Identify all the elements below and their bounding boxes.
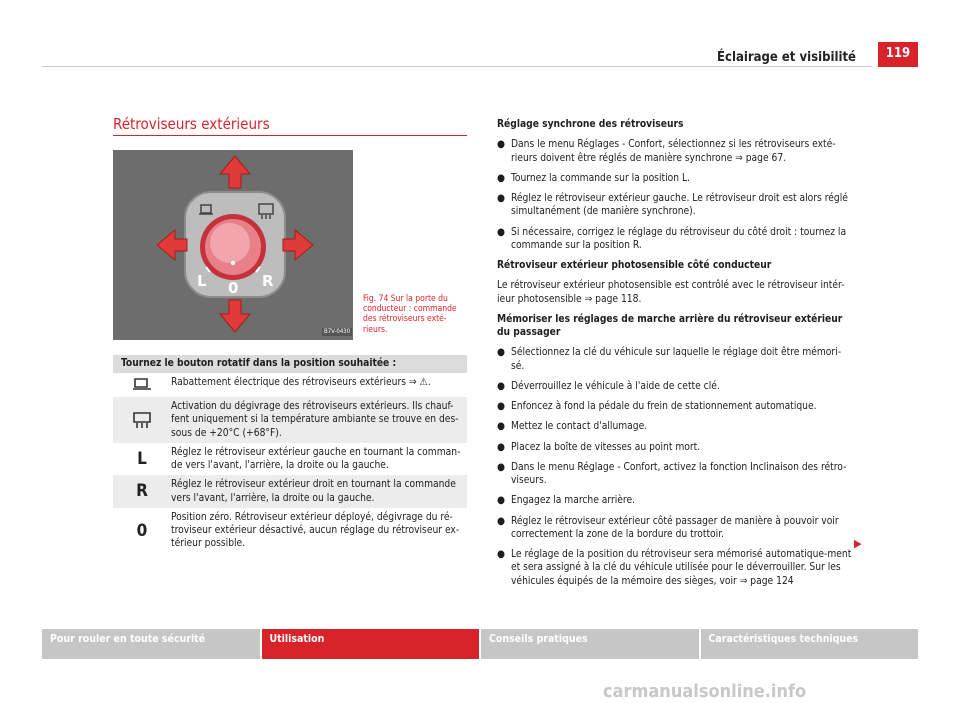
list-item: ● Tournez la commande sur la position L. bbox=[497, 172, 690, 184]
table-row bbox=[113, 373, 467, 397]
table-header: Tournez le bouton rotatif dans la position souhaitée : bbox=[113, 355, 467, 373]
figure-caption: Fig. 74 Sur la porte du conducteur : commande des rétroviseurs exté-rieurs. bbox=[363, 294, 457, 335]
list-item: ● Mettez le contact d'allumage. bbox=[497, 421, 648, 433]
defrost-icon bbox=[113, 400, 171, 440]
figure-letter-l: L bbox=[197, 272, 207, 290]
row-text: Réglez le rétroviseur extérieur gauche en tournant la comman-de vers l'avant, l'arrière, la droite ou la gauche. bbox=[171, 446, 461, 471]
mirror-fold-icon bbox=[113, 376, 171, 394]
running-header-title: Éclairage et visibilité bbox=[717, 50, 856, 65]
table-row bbox=[113, 397, 467, 443]
list-item: ● Enfoncez à fond la pédale du frein de stationnement automatique. bbox=[497, 401, 817, 412]
subheading-memory: Mémoriser les réglages de marche arrière du rétroviseur extérieur du passager bbox=[497, 313, 843, 338]
position-r-symbol: R bbox=[136, 481, 148, 502]
list-item: ● Dans le menu Réglage - Confort, activez la fonction Inclinaison des rétro-viseurs. bbox=[497, 461, 847, 486]
position-zero-symbol: 0 bbox=[136, 520, 148, 541]
figure-code: B7V-0430 bbox=[324, 328, 351, 335]
list-item: ● Déverrouillez le véhicule à l'aide de cette clé. bbox=[497, 380, 720, 392]
row-text: Réglez le rétroviseur extérieur droit en tournant la commande vers l'avant, l'arrière, la droite ou la gauche. bbox=[171, 479, 456, 504]
figure-letter-r: R bbox=[262, 272, 274, 290]
positions-table bbox=[113, 355, 467, 554]
tab-practical-tips[interactable]: Conseils pratiques bbox=[481, 629, 699, 659]
continue-arrow-icon: ▶ bbox=[854, 537, 862, 550]
table-row bbox=[113, 443, 467, 476]
mirror-knob-illustration bbox=[113, 150, 353, 340]
footer-tabs bbox=[42, 629, 918, 659]
section-rule bbox=[113, 135, 467, 136]
row-text: Position zéro. Rétroviseur extérieur déployé, dégivrage du ré-troviseur extérieur désactivé, aucun réglage du rétroviseur ex-térieur possible. bbox=[171, 511, 460, 550]
list-item: ● Le réglage de la position du rétroviseur sera mémorisé automatique-ment et sera assigné à la clé du véhicule utilisée pour le déverrouiller. Sur les véhicules équipés de la mémoire des sièges, voir ⇒ page 124 bbox=[497, 549, 852, 587]
row-text: Activation du dégivrage des rétroviseurs extérieurs. Ils chauf-fent uniquement si la température ambiante se trouve en des-sous de +20°C (+68°F). bbox=[171, 401, 459, 439]
right-column bbox=[497, 118, 853, 595]
subheading-photosensitive: Rétroviseur extérieur photosensible côté conducteur bbox=[497, 260, 772, 271]
table-row bbox=[113, 475, 467, 508]
header-rule bbox=[42, 66, 872, 67]
list-item: ● Sélectionnez la clé du véhicule sur laquelle le réglage doit être mémori-sé. bbox=[497, 347, 842, 372]
tab-safety[interactable]: Pour rouler en toute sécurité bbox=[42, 629, 260, 659]
list-item: ● Engagez la marche arrière. bbox=[497, 495, 636, 507]
watermark: carmanualsonline.info bbox=[603, 681, 807, 702]
tab-utilisation[interactable]: Utilisation bbox=[262, 629, 480, 659]
page-number: 119 bbox=[878, 42, 918, 67]
list-item: ● Dans le menu Réglages - Confort, sélectionnez si les rétroviseurs exté-rieurs doivent être réglés de manière synchrone ⇒ page 67. bbox=[497, 139, 836, 164]
list-item: ● Réglez le rétroviseur extérieur gauche. Le rétroviseur droit est alors réglé simultanément (de manière synchrone). bbox=[497, 193, 848, 218]
mirror-control-figure bbox=[113, 150, 353, 340]
list-item: ● Réglez le rétroviseur extérieur côté passager de manière à pouvoir voir correctement la zone de la bordure du trottoir. bbox=[497, 515, 839, 540]
list-item: ● Si nécessaire, corrigez le réglage du rétroviseur du côté droit : tournez la commande sur la position R. bbox=[497, 226, 847, 251]
paragraph-photosensitive: Le rétroviseur extérieur photosensible est contrôlé avec le rétroviseur intér-ieur photosensible ⇒ page 118. bbox=[497, 280, 845, 305]
section-title: Rétroviseurs extérieurs bbox=[113, 115, 270, 133]
tab-specifications[interactable]: Caractéristiques techniques bbox=[701, 629, 919, 659]
row-text: Rabattement électrique des rétroviseurs extérieurs ⇒ ⚠. bbox=[171, 377, 431, 388]
list-item: ● Placez la boîte de vitesses au point mort. bbox=[497, 441, 701, 453]
table-row bbox=[113, 508, 467, 554]
figure-letter-zero: 0 bbox=[228, 279, 239, 297]
subheading-sync: Réglage synchrone des rétroviseurs bbox=[497, 119, 684, 130]
position-l-symbol: L bbox=[137, 448, 147, 469]
